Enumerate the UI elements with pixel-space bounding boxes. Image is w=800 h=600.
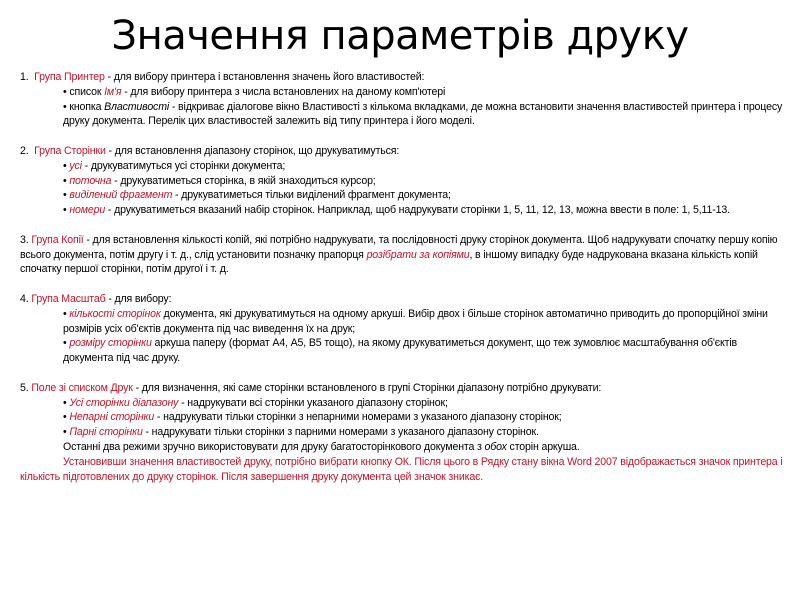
section-2-bullet-4-term: номери [69,204,106,217]
section-1-text: - для вибору принтера і встановлення значень його властивостей: [104,71,425,83]
section-2-bullet-2-term: поточна [69,174,112,187]
section-3-text: - для встановлення кількості копій, які потрібно надрукувати, та послідовності друку сторінок документа. Щоб надрукувати спочатку першу копію всього документа, потім другу і т. д., слід установити позначку прапорця [20,233,778,261]
section-5-number: 5. [20,381,29,394]
section-5-final-note: Установивши значення властивостей друку, потрібно вибрати кнопку ОК. Після цього в Рядку стану вікна Word 2007 відображається значок принтера і кількість підготовлених до друку сторінок. Після завершення друку документа цей значок зникає. [20,455,783,483]
section-2-bullet-1 [20,159,788,174]
slide-title: Значення параметрів друку [111,13,689,59]
section-5-note-term: обох [484,440,507,453]
section-5-bullet-1-text: - надрукувати всі сторінки указаного діапазону сторінок; [178,396,448,409]
section-5-note-tail: сторін аркуша. [506,440,580,453]
section-5-bullet-2-term: Непарні сторінки [69,411,155,424]
section-5-bullet-3-term: Парні сторінки [69,426,143,439]
bullet-glyph: • [63,307,70,320]
bullet-glyph: • [63,189,70,202]
section-1-bullet-1 [20,85,788,100]
section-3-number: 3. [20,233,29,246]
bullet-glyph: • [63,426,70,439]
section-4-text: - для вибору: [105,292,172,305]
section-2-bullet-4 [20,203,788,218]
section-2-bullet-1-text: - друкуватимуться усі сторінки документа; [81,159,286,172]
section-2-number: 2. [20,144,29,157]
section-2-heading [20,144,788,159]
section-2-bullet-1-term: усі [69,159,82,172]
section-2-bullet-3-term: виділений фрагмент [69,189,173,202]
section-2-bullet-2-text: - друкуватиметься сторінка, в якій знаходиться курсор; [111,174,376,187]
section-4-bullet-2-term: розміру сторінки [69,337,152,350]
bullet-glyph: • [63,337,70,350]
bullet-glyph: • [63,396,70,409]
section-3-title: Група Копії [31,233,84,246]
section-1-title: Група Принтер [34,71,105,83]
section-4-bullet-2-text: аркуша паперу (формат А4, А5, В5 тощо), на якому друкуватиметься документ, що теж зумовлює масштабування об'єктів документа під час друку. [63,337,737,365]
bullet-glyph: • [63,174,70,187]
section-2-text: - для встановлення діапазону сторінок, що друкуватимуться: [105,144,400,157]
section-1-bullet-1-text: - для вибору принтера з числа встановлених на даному комп'ютері [121,85,446,98]
section-5-bullet-2-text: - надрукувати тільки сторінки з непарними номерами з указаного діапазону сторінок; [154,411,562,424]
section-5-bullet-3 [20,425,788,440]
section-1-heading [20,70,788,85]
spacer [20,366,788,381]
section-4-bullet-2 [20,336,788,366]
section-4-number: 4. [20,292,29,305]
slide-body [20,70,788,484]
section-4-title: Група Масштаб [31,292,106,305]
section-4-bullet-1-term: кількості сторінок [69,307,161,320]
section-5-bullet-1-term: Усі сторінки діапазону [69,396,179,409]
section-5-bullet-1 [20,396,788,411]
section-1-bullet-1-term: Ім'я [104,85,122,98]
bullet-glyph: • [63,204,70,217]
bullet-glyph: • [63,411,70,424]
section-2-bullet-2 [20,174,788,189]
section-4-bullet-1-text: документа, які друкуватимуться на одному аркуші. Вибір двох і більше сторінок автоматично приводить до пропорційної зміни розмірів усіх об'єктів документа під час виведення їх на друк; [63,307,768,335]
section-1-bullet-2 [20,100,788,130]
bullet-glyph: • [63,159,70,172]
section-2-bullet-3-text: - друкуватиметься тільки виділений фрагмент документа; [172,189,451,202]
section-2-bullet-4-text: - друкуватиметься вказаний набір сторінок. Наприклад, щоб надрукувати сторінки 1, 5, 11, 12, 13, можна ввести в поле: 1, 5,11-13. [105,204,730,217]
spacer [20,277,788,292]
section-1-bullet-2-text: - відкриває діалогове вікно Властивості з кількома вкладками, де можна встановити значення властивостей принтера і процесу друку документа. Перелік цих властивостей залежить від типу принтера і його моделі. [63,100,783,128]
section-5-note-text: Останні два режими зручно використовувати для друку багатосторінкового документа з [63,440,485,453]
section-5-title: Поле зі списком Друк [31,381,133,394]
section-1-bullet-2-prefix: • кнопка [63,100,105,113]
section-3-term: розібрати за копіями [366,248,470,261]
section-5-bullet-3-text: - надрукувати тільки сторінки з парними номерами з указаного діапазону сторінок. [142,426,539,439]
spacer [20,129,788,144]
section-3-paragraph [20,233,788,277]
section-5-text: - для визначення, які саме сторінки встановленого в групі Сторінки діапазону потрібно друкувати: [132,381,602,394]
section-4-heading [20,292,788,307]
section-1-number: 1. [20,71,29,83]
section-3-tail: , в іншому випадку буде надрукована вказана кількість копій спочатку першої сторінки, потім другої і т. д. [20,248,758,276]
section-5-note [20,440,788,455]
section-1-bullet-2-term: Властивості [104,100,170,113]
spacer [20,218,788,233]
section-5-heading [20,381,788,396]
section-5-bullet-2 [20,410,788,425]
section-2-bullet-3 [20,188,788,203]
section-1-bullet-1-prefix: • список [63,85,105,98]
section-4-bullet-1 [20,307,788,337]
section-2-title: Група Сторінки [34,144,106,157]
